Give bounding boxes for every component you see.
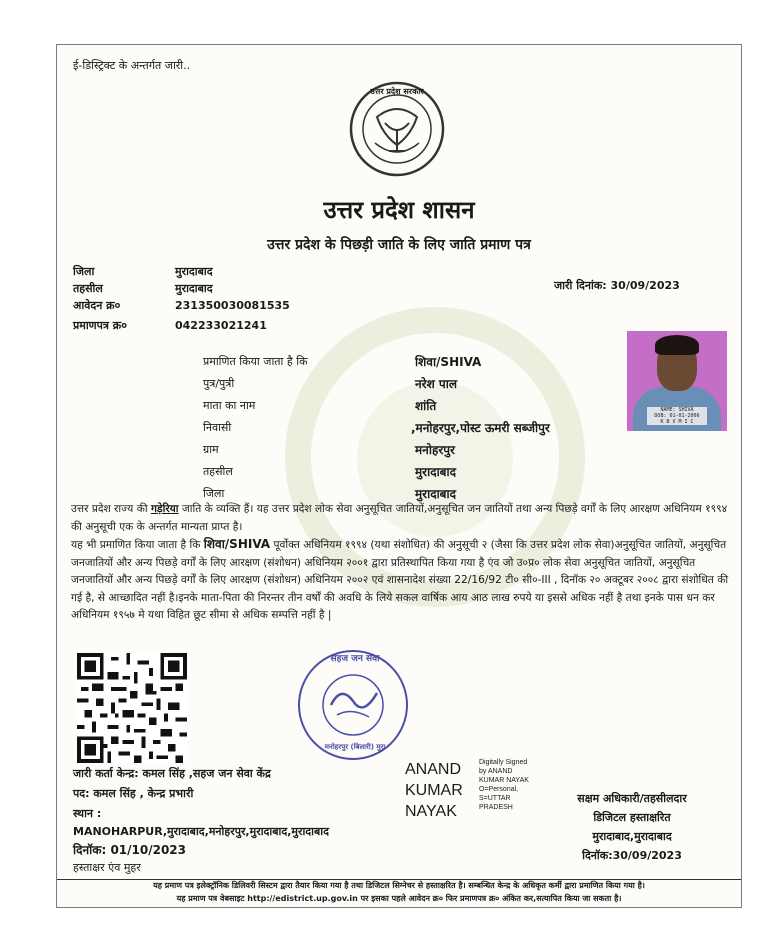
residence-value: ,मनोहरपुर,पोस्ट ऊमरी सब्जीपुर [411, 421, 550, 435]
certificate-body [71, 501, 731, 625]
emblem-text: उत्तर प्रदेश सरकार [370, 87, 424, 96]
digital-signature-name [405, 759, 463, 822]
person-name-value: शिवा/SHIVA [415, 355, 482, 369]
person-row-label: पुत्र/पुत्री [203, 377, 235, 390]
application-number: 231350030081535 [175, 299, 290, 312]
authority-sign: डिजिटल हस्ताक्षरित [593, 811, 671, 824]
photo-tag-dob: DOB: 01-01-2006 [654, 413, 700, 419]
signature-detail: PRADESH [479, 804, 513, 811]
person-row-label: जिला [203, 487, 225, 500]
person-row-label: ग्राम [203, 443, 219, 456]
issuer-sign-label: हस्ताक्षर एंव मुहर [73, 861, 141, 874]
footer-line-2: यह प्रमाण पत्र वेबसाइट http://edistrict.up.gov.in पर इसका पहले आवेदन क्र० फिर प्रमाणपत्र क्र० अंकित कर,सत्यापित किया जा सकता है। [176, 894, 622, 903]
application-label: आवेदन क्र० [73, 299, 121, 312]
authority-date: दिनॉक:30/09/2023 [582, 849, 682, 862]
digital-signature-details [479, 758, 529, 812]
certificate-subtitle: उत्तर प्रदेश के पिछड़ी जाति के लिए जाति प्रमाण पत्र [267, 237, 531, 253]
person-row-label: माता का नाम [203, 399, 256, 412]
body-text: उत्तर प्रदेश राज्य की [71, 503, 151, 515]
stamp-bottom-text: मनोहरपुर (बिलारी) मुरा [324, 743, 386, 751]
mother-name-value: शांति [415, 399, 437, 413]
issuer-date: दिनॉक: 01/10/2023 [73, 843, 187, 857]
signature-detail: KUMAR NAYAK [479, 777, 529, 784]
caste-name: गड़ेरिया [150, 503, 179, 515]
certificate-number: 042233021241 [175, 319, 267, 332]
certificate-label: प्रमाणपत्र क्र० [73, 319, 127, 332]
authority-title: सक्षम अधिकारी/तहसीलदार [577, 792, 687, 805]
top-note: ई-डिस्ट्रिक्ट के अन्तर्गत जारी.. [73, 59, 191, 72]
photo-tag-code: K B V M I C [660, 419, 694, 425]
body-text: यह भी प्रमाणित किया जाता है कि [71, 539, 204, 551]
body-paragraph-2 [71, 536, 731, 625]
issuer-center: जारी कर्ता केन्द्र: कमल सिंह ,सहज जन सेवा केंद्र [73, 767, 271, 780]
signature-detail: S=UTTAR [479, 795, 511, 802]
stamp-top-text: सहज जन सेवा [330, 654, 380, 664]
body-paragraph-1 [71, 501, 731, 536]
qr-code-icon [77, 653, 187, 763]
body-text: जाति के व्यक्ति हैं। यह उत्तर प्रदेश लोक सेवा अनुसूचित जातियों,अनुसूचित जन जातियों तथा अन्य पिछड़े वर्गों के लिए आरक्षण अधिनियम १९९४ की अनुसूची एक के अन्तर्गत मान्यता प्राप्त है। [71, 503, 728, 533]
authority-block [547, 789, 717, 865]
village-value: मनोहरपुर [415, 443, 455, 457]
person-district-value: मुरादाबाद [415, 487, 457, 501]
issuer-place-label: स्थान : [73, 807, 102, 820]
tehsil-label: तहसील [73, 282, 103, 295]
footer-line-1: यह प्रमाण पत्र इलेक्ट्रॉनिक डिलिवरी सिस्टम द्वारा तैयार किया गया है तथा डिजिटल सिग्नेचर से हस्ताक्षरित है। सम्बन्धित केन्द्र के अधिकृत कर्मी द्वारा प्रमाणित किया गया है। [153, 881, 645, 890]
tehsil-value: मुरादाबाद [175, 282, 213, 295]
photo-tag [647, 407, 707, 425]
signature-line: KUMAR [405, 782, 463, 799]
district-value: मुरादाबाद [175, 265, 213, 278]
person-row-label: तहसील [203, 465, 233, 478]
person-row-label: निवासी [203, 421, 232, 434]
signature-detail: O=Personal, [479, 786, 519, 793]
signature-detail: by ANAND [479, 768, 513, 775]
body-text: पूर्वोक्त अधिनियम १९९४ (यथा संशोधित) की अनुसूची २ (जैसा कि उत्तर प्रदेश लोक सेवा)अनुसूचित जातियों, अनुसूचित जनजातियों और अन्य पिछड़े वर्गों के लिए आरक्षण (संशोधन) अधिनियम २००१ द्वारा प्रतिस्थापित किया गया है एंव जो उ०प्र० लोक सेवा अनुसूचित जातियों, अनुसूचित जनजातियों और अन्य पिछड़े वर्गों के लिए आरक्षण (संशोधन) अधिनियम २००२ एवं शासनादेश संख्या 22/16/92 टी० सी०-III , दिनॉक २० अक्टूबर २००८ द्वारा संशोधित की गई है, से आच्छादित नहीं है।इनके माता-पिता की निरन्तर तीन वर्षों की अवधि के लिये सकल वार्षिक आय आठ लाख रुपये या इससे अधिक नहीं है तथा इनके पास धन कर अधिनियम १९५७ मे यथा विहित छूट सीमा से अधिक सम्पत्ति नहीं है | [71, 539, 729, 621]
signature-line: NAYAK [405, 803, 457, 820]
signature-line: ANAND [405, 761, 462, 778]
issue-date: जारी दिनांक: 30/09/2023 [554, 279, 680, 292]
authority-place: मुरादाबाद,मुरादाबाद [592, 830, 672, 843]
applicant-photo [627, 331, 727, 431]
father-name-value: नरेश पाल [415, 377, 457, 391]
certificate-page [56, 44, 742, 908]
district-label: जिला [73, 265, 95, 278]
issuer-post: पद: कमल सिंह , केन्द्र प्रभारी [73, 787, 194, 800]
applicant-name-inline: शिवा/SHIVA [203, 537, 271, 551]
person-tehsil-value: मुरादाबाद [415, 465, 457, 479]
photo-hair [655, 335, 699, 355]
main-title: उत्तर प्रदेश शासन [323, 195, 475, 224]
photo-tag-name: NAME: SHIVA [660, 407, 694, 413]
person-row-label: प्रमाणित किया जाता है कि [203, 355, 308, 368]
issuer-place-value: MANOHARPUR,मुरादाबाद,मनोहरपुर,मुरादाबाद,मुरादाबाद [73, 825, 329, 838]
signature-detail: Digitally Signed [479, 759, 528, 766]
